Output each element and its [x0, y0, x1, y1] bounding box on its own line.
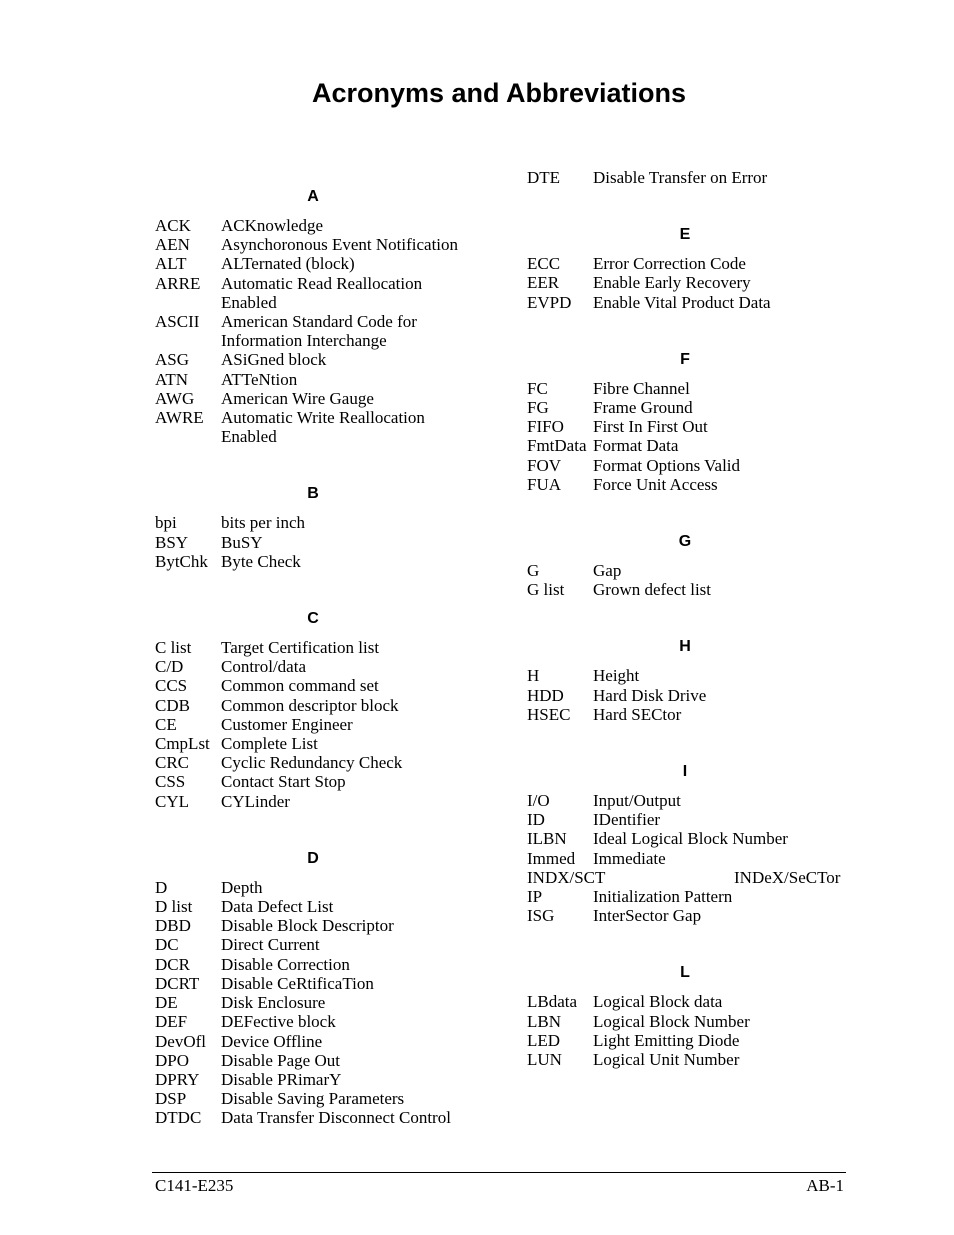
acronym: D: [155, 877, 168, 897]
glossary-entry: [527, 906, 847, 925]
glossary-entry: [527, 417, 847, 436]
acronym-definition: Disable PRimarY: [221, 1069, 342, 1089]
glossary-entry: [155, 1108, 475, 1127]
acronym-definition: Asynchoronous Event Notification: [221, 235, 459, 255]
acronym-definition: Logical Unit Number: [593, 1050, 740, 1070]
acronym: bpi: [155, 513, 177, 533]
acronym-definition: Immediate: [593, 848, 666, 868]
acronym: BSY: [155, 532, 189, 552]
acronym-definition: Enable Early Recovery: [593, 273, 751, 293]
acronym: DCRT: [155, 973, 200, 993]
acronym: DC: [155, 935, 179, 955]
acronym: G: [527, 561, 540, 581]
glossary-section: [155, 513, 475, 571]
glossary-entry: [527, 436, 847, 455]
acronym: CDB: [155, 695, 190, 715]
glossary-entry: [527, 1031, 847, 1050]
acronym-definition: Disable Page Out: [221, 1050, 340, 1070]
glossary-entry: [155, 533, 475, 552]
acronym-definition: Format Options Valid: [593, 455, 741, 475]
glossary-entry: [155, 772, 475, 791]
acronym-definition: Complete List: [221, 734, 318, 754]
acronym: LBdata: [527, 992, 578, 1012]
acronym: DE: [155, 993, 178, 1013]
acronym-definition: Initialization Pattern: [593, 887, 733, 907]
acronym: DPRY: [155, 1069, 200, 1089]
glossary-entry: [527, 475, 847, 494]
acronym-definition: Logical Block data: [593, 992, 723, 1012]
acronym-definition: Automatic Read Reallocation Enabled: [221, 273, 423, 312]
glossary-entry: [527, 293, 847, 312]
acronym: LUN: [527, 1050, 562, 1070]
glossary-section: [155, 878, 475, 1128]
glossary-entry: [155, 696, 475, 715]
acronym: ARRE: [155, 273, 201, 293]
glossary-section: [527, 666, 847, 724]
glossary-entry: [527, 254, 847, 273]
acronym-definition: Error Correction Code: [593, 254, 746, 274]
section-heading: G: [678, 533, 692, 551]
glossary-entry: [155, 552, 475, 571]
glossary-section: [527, 168, 847, 187]
acronym: AWRE: [155, 408, 204, 428]
document-code: C141-E235: [155, 1176, 234, 1195]
glossary-entry: [527, 992, 847, 1011]
glossary-entry: [527, 398, 847, 417]
glossary-entry: [527, 666, 847, 685]
acronym: BytChk: [155, 551, 208, 571]
glossary-entry: [155, 312, 475, 350]
section-heading: D: [307, 849, 319, 867]
acronym: FmtData: [527, 436, 587, 456]
acronym: AWG: [155, 388, 195, 408]
acronym-definition: Data Defect List: [221, 897, 334, 917]
glossary-entry: [155, 274, 475, 312]
glossary-entry: [527, 705, 847, 724]
acronym: EER: [527, 273, 560, 293]
glossary-entry: [527, 849, 847, 868]
acronym-definition: Disable Correction: [221, 954, 350, 974]
glossary-entry: [155, 513, 475, 532]
section-heading: F: [680, 350, 690, 368]
acronym: ASG: [155, 350, 190, 370]
glossary-entry: [155, 1012, 475, 1031]
acronym-definition: INDeX/SeCTor: [734, 867, 841, 887]
acronym-definition: Disable Block Descriptor: [221, 916, 394, 936]
acronym-definition: Disable Saving Parameters: [221, 1089, 405, 1109]
acronym-definition: Force Unit Access: [593, 474, 718, 494]
acronym-definition: Frame Ground: [593, 398, 693, 418]
glossary-entry: [155, 408, 475, 446]
glossary-entry: [527, 168, 847, 187]
acronym-definition: BuSY: [221, 532, 263, 552]
acronym: INDX/SCT: [527, 867, 606, 887]
acronym-definition: Height: [593, 666, 640, 686]
acronym-definition: Control/data: [221, 657, 306, 677]
acronym: DPO: [155, 1050, 190, 1070]
acronym: EVPD: [527, 292, 572, 312]
glossary-section: [527, 791, 847, 925]
acronym: ALT: [155, 254, 187, 274]
page-title: Acronyms and Abbreviations: [311, 78, 687, 108]
section-heading: C: [307, 610, 319, 628]
glossary-entry: [155, 878, 475, 897]
acronym: ID: [527, 810, 545, 830]
acronym-definition: Fibre Channel: [593, 378, 690, 398]
glossary-section: [527, 254, 847, 312]
glossary-entry: [527, 1012, 847, 1031]
acronym-definition: Data Transfer Disconnect Control: [221, 1108, 451, 1128]
section-heading: E: [679, 226, 691, 244]
acronym-definition: Format Data: [593, 436, 679, 456]
acronym: I/O: [527, 791, 550, 811]
acronym: DevOfl: [155, 1031, 206, 1051]
acronym-definition: Device Offline: [221, 1031, 323, 1051]
acronym-definition: bits per inch: [221, 513, 306, 533]
acronym-definition: American Standard Code for Information Interchange: [221, 312, 417, 351]
right-column: [527, 168, 847, 1107]
glossary-entry: [155, 916, 475, 935]
acronym: H: [527, 666, 540, 686]
acronym: DEF: [155, 1012, 188, 1032]
glossary-entry: [155, 753, 475, 772]
glossary-entry: [155, 370, 475, 389]
glossary-entry: [527, 829, 847, 848]
acronym-definition: Logical Block Number: [593, 1011, 750, 1031]
glossary-entry: [155, 216, 475, 235]
acronym-definition: Common descriptor block: [221, 695, 399, 715]
acronym: IP: [527, 887, 543, 907]
glossary-entry: [155, 350, 475, 369]
glossary-entry: [155, 1032, 475, 1051]
glossary-entry: [527, 561, 847, 580]
glossary-entry: [155, 254, 475, 273]
acronym: CYL: [155, 791, 189, 811]
glossary-section: [527, 379, 847, 494]
acronym-definition: IDentifier: [593, 810, 661, 830]
acronym: ASCII: [155, 312, 200, 332]
glossary-entry: [527, 379, 847, 398]
acronym: D list: [155, 897, 193, 917]
acronym-definition: American Wire Gauge: [221, 388, 374, 408]
acronym: HSEC: [527, 704, 571, 724]
acronym: ISG: [527, 906, 555, 926]
glossary-entry: [527, 273, 847, 292]
glossary-entry: [155, 1070, 475, 1089]
acronym: CRC: [155, 753, 190, 773]
left-column: [155, 187, 475, 1166]
acronym-definition: Hard SECtor: [593, 704, 682, 724]
glossary-entry: [527, 686, 847, 705]
acronym: LED: [527, 1030, 561, 1050]
acronym-definition: ALTernated (block): [221, 254, 355, 274]
acronym-definition: ACKnowledge: [221, 216, 323, 235]
acronym: CSS: [155, 772, 186, 792]
acronym: DCR: [155, 954, 190, 974]
acronym-definition: DEFective block: [221, 1012, 336, 1032]
section-heading: I: [682, 763, 688, 781]
acronym: Immed: [527, 848, 576, 868]
section-heading: A: [307, 188, 319, 205]
glossary-entry: [155, 235, 475, 254]
acronym: DBD: [155, 916, 191, 936]
glossary-section: [527, 561, 847, 599]
glossary-entry: [155, 389, 475, 408]
footer-divider: [152, 1172, 846, 1173]
glossary-entry: [155, 955, 475, 974]
acronym: DTDC: [155, 1108, 202, 1128]
glossary-entry: [527, 1050, 847, 1069]
acronym: LBN: [527, 1011, 561, 1031]
acronym: FIFO: [527, 417, 564, 437]
acronym: ATN: [155, 369, 189, 389]
glossary-section: [155, 638, 475, 811]
acronym-definition: Contact Start Stop: [221, 772, 346, 792]
acronym: CCS: [155, 676, 188, 696]
glossary-entry: [155, 974, 475, 993]
acronym: HDD: [527, 685, 564, 705]
acronym-definition: CYLinder: [221, 791, 290, 811]
acronym: CE: [155, 714, 177, 734]
glossary-entry: [155, 897, 475, 916]
acronym-definition: Light Emitting Diode: [593, 1030, 740, 1050]
acronym-definition: Depth: [221, 877, 263, 897]
acronym-definition: Disable Transfer on Error: [593, 168, 768, 187]
acronym-definition: Byte Check: [221, 551, 301, 571]
acronym: C list: [155, 638, 192, 658]
acronym-definition: Customer Engineer: [221, 714, 353, 734]
glossary-section: [527, 992, 847, 1069]
glossary-entry: [155, 715, 475, 734]
glossary-entry: [155, 935, 475, 954]
acronym-definition: Direct Current: [221, 935, 320, 955]
glossary-entry: [155, 657, 475, 676]
acronym-definition: Disable CeRtificaTion: [221, 973, 374, 993]
glossary-entry: [155, 734, 475, 753]
acronym: FG: [527, 398, 549, 418]
acronym: DSP: [155, 1089, 187, 1109]
acronym-definition: InterSector Gap: [593, 906, 702, 926]
glossary-entry: [155, 792, 475, 811]
acronym-definition: Gap: [593, 561, 622, 581]
acronym: ECC: [527, 254, 561, 274]
acronym: ACK: [155, 216, 191, 235]
acronym-definition: Enable Vital Product Data: [593, 292, 771, 312]
glossary-entry: [527, 791, 847, 810]
glossary-entry: [527, 580, 847, 599]
acronym-definition: First In First Out: [593, 417, 708, 437]
acronym: C/D: [155, 657, 184, 677]
acronym-definition: Target Certification list: [221, 638, 380, 658]
acronym: FC: [527, 378, 548, 398]
acronym: FOV: [527, 455, 562, 475]
glossary-entry: [527, 868, 847, 887]
acronym: G list: [527, 580, 565, 600]
glossary-section: [155, 216, 475, 446]
glossary-entry: [155, 1051, 475, 1070]
acronym: AEN: [155, 235, 190, 255]
glossary-entry: [155, 676, 475, 695]
section-heading: L: [680, 964, 690, 982]
acronym: CmpLst: [155, 734, 210, 754]
acronym-definition: ASiGned block: [221, 350, 327, 370]
acronym-definition: Ideal Logical Block Number: [593, 829, 788, 849]
acronym-definition: ATTeNtion: [221, 369, 298, 389]
acronym-definition: Disk Enclosure: [221, 993, 326, 1013]
acronym: FUA: [527, 474, 562, 494]
glossary-entry: [155, 638, 475, 657]
section-heading: H: [679, 638, 691, 656]
glossary-entry: [527, 810, 847, 829]
acronym-definition: Hard Disk Drive: [593, 685, 707, 705]
glossary-entry: [155, 1089, 475, 1108]
section-heading: B: [307, 485, 319, 503]
acronym-definition: Grown defect list: [593, 580, 712, 600]
acronym: ILBN: [527, 829, 567, 849]
page-number: AB-1: [806, 1176, 844, 1195]
acronym-definition: Input/Output: [593, 791, 681, 811]
glossary-entry: [527, 456, 847, 475]
glossary-entry: [527, 887, 847, 906]
acronym: DTE: [527, 168, 561, 187]
glossary-entry: [155, 993, 475, 1012]
acronym-definition: Cyclic Redundancy Check: [221, 753, 403, 773]
acronym-definition: Common command set: [221, 676, 379, 696]
acronym-definition: Automatic Write Reallocation Enabled: [221, 408, 425, 447]
